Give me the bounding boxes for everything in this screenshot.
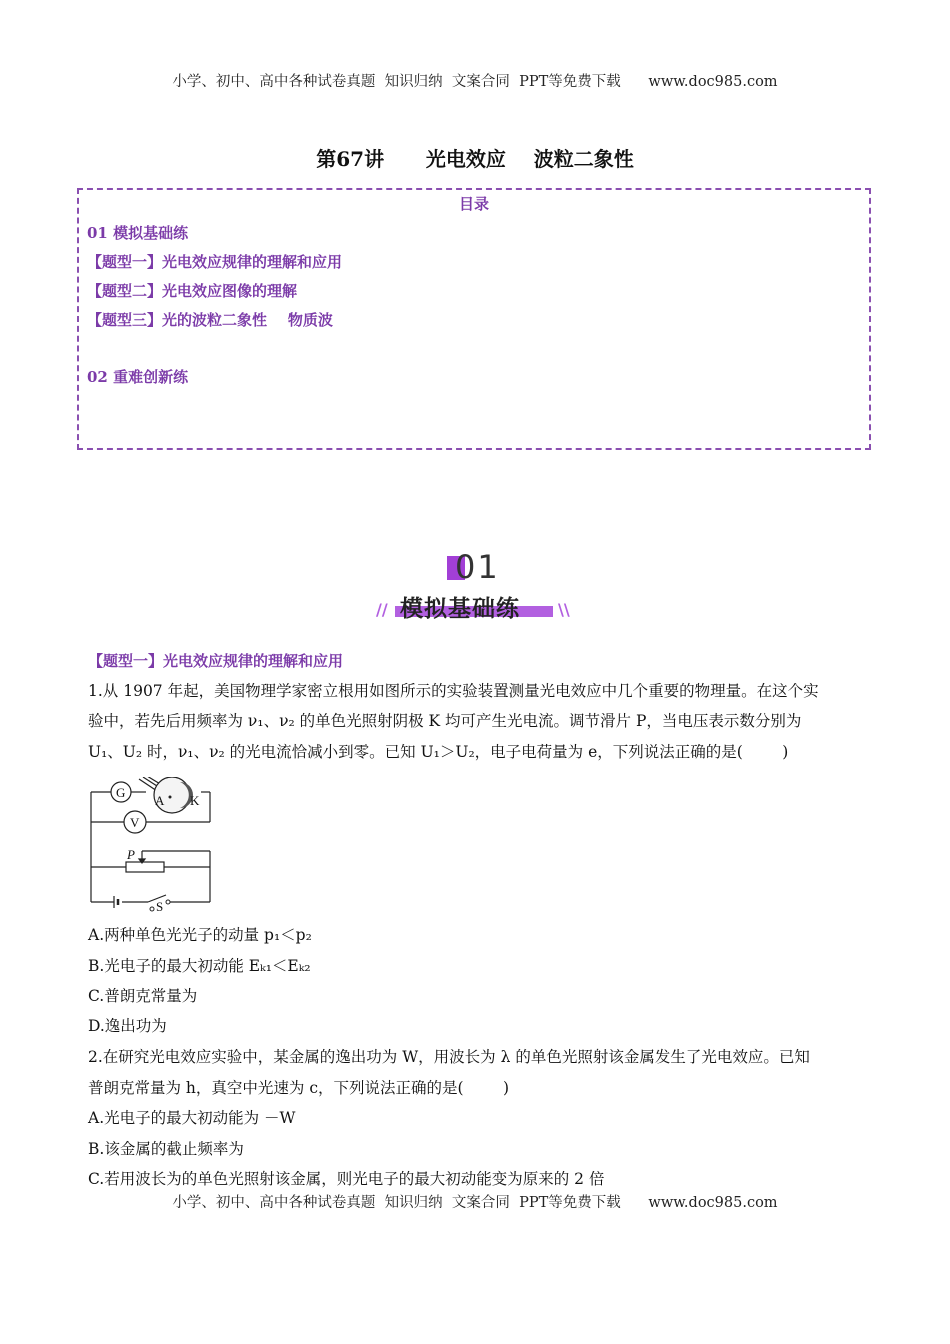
photoelectric-circuit-diagram [86,777,216,912]
slider-label: P [127,847,135,862]
toc-heading: 目录 [458,195,489,213]
q1-option-d[interactable]: D.逸出功为 [88,1017,167,1035]
q1-stem-line1: 1.从 1907 年起，美国物理学家密立根用如图所示的实验装置测量光电效应中几个重要的物理量。在这个实 [88,682,819,700]
q2-option-b[interactable]: B.该金属的截止频率为 [88,1140,244,1158]
table-of-contents [77,188,871,450]
switch-label: S [156,899,164,912]
q1-stem-line2: 验中，若先后用频率为 ν₁、ν₂ 的单色光照射阴极 K 均可产生光电流。调节滑片 P，当电压表示数分别为 [88,712,802,730]
toc-item-basic[interactable]: 01 模拟基础练 [87,224,189,242]
q1-option-a[interactable]: A.两种单色光光子的动量 p₁＜p₂ [88,926,312,944]
q2-stem-line2: 普朗克常量为 h，真空中光速为 c，下列说法正确的是( ) [88,1079,510,1097]
q2-option-c[interactable]: C.若用波长为的单色光照射该金属，则光电子的最大初动能变为原来的 2 倍 [88,1170,605,1188]
galvanometer-label: G [116,785,126,800]
q2-option-a[interactable]: A.光电子的最大初动能为 －W [88,1109,296,1127]
question-type-heading: 【题型一】光电效应规律的理解和应用 [88,652,344,670]
q1-stem-line3: U₁、U₂ 时，ν₁、ν₂ 的光电流恰减小到零。已知 U₁＞U₂，电子电荷量为 e，下列说法正确的是( ) [88,743,789,761]
toc-item-type1[interactable]: 【题型一】光电效应规律的理解和应用 [87,253,343,271]
page-header: 小学、初中、高中各种试卷真题 知识归纳 文案合同 PPT等免费下载 www.doc985.com [172,74,778,90]
anode-label: A [155,793,165,808]
section-title: 模拟基础练 [400,596,520,622]
slash-left-decoration: // [376,600,388,619]
voltmeter-label: V [130,815,140,830]
toc-item-advanced[interactable]: 02 重难创新练 [87,368,189,386]
toc-item-type2[interactable]: 【题型二】光电效应图像的理解 [87,282,298,300]
page-title: 第67讲 光电效应 波粒二象性 [316,147,634,171]
q1-option-b[interactable]: B.光电子的最大初动能 Eₖ₁＜Eₖ₂ [88,957,311,975]
cathode-label: K [190,793,200,808]
q2-stem-line1: 2.在研究光电效应实验中，某金属的逸出功为 W，用波长为 λ 的单色光照射该金属发生了光电效应。已知 [88,1048,810,1066]
q1-option-c[interactable]: C.普朗克常量为 [88,987,198,1005]
slash-right-decoration: \\ [558,600,570,619]
toc-item-type3[interactable]: 【题型三】光的波粒二象性 物质波 [87,311,333,329]
section-number: 01 [455,548,500,586]
page-footer: 小学、初中、高中各种试卷真题 知识归纳 文案合同 PPT等免费下载 www.doc985.com [172,1195,778,1211]
